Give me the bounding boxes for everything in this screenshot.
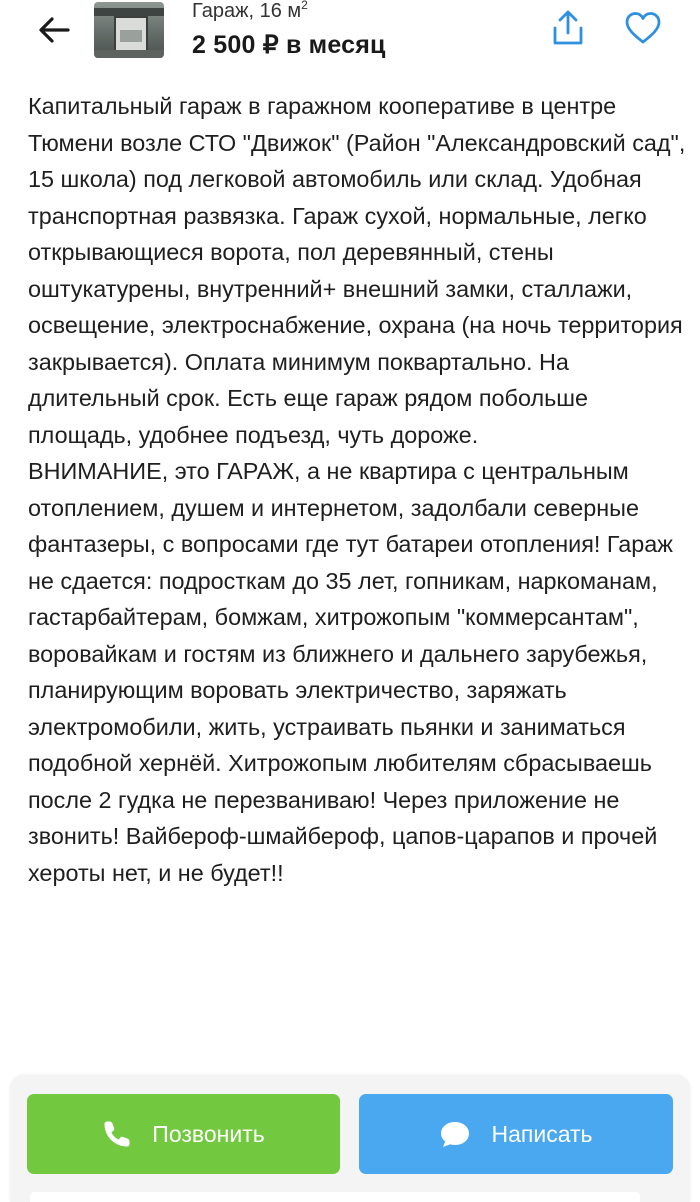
favorite-button[interactable]	[620, 6, 666, 50]
share-button[interactable]	[548, 6, 588, 50]
back-button[interactable]	[34, 10, 74, 50]
description-paragraph: ВНИМАНИЕ, это ГАРАЖ, а не квартира с центральным отоплением, душем и интернетом, задолбали северные фантазеры, с вопросами где тут батареи отопления! Гараж не сдается: подросткам до 35 лет, гопникам, наркоманам, гастарбайтерам, бомжам, хитрожопым "коммерсантам", воровайкам и гостям из ближнего и дальнего зарубежья, планирующим воровать электричество, заряжать электромобили, жить, устраивать пьянки и заниматься подобной хернёй. Хитрожопым любителям сбрасываешь после 2 гудка не перезваниваю! Через приложение не звонить! Вайбероф-шмайбероф, цапов-царапов и прочей хероты нет, и не будет!!	[28, 458, 673, 886]
listing-title: Гараж, 16 $м^2$	[192, 0, 308, 22]
chat-bubble-icon	[439, 1119, 471, 1149]
heart-icon	[624, 11, 662, 45]
arrow-left-icon	[38, 16, 70, 44]
call-button[interactable]	[27, 1094, 340, 1174]
contact-bar	[10, 1076, 690, 1202]
call-button-label: Позвонить	[152, 1120, 265, 1147]
description-paragraph: Капитальный гараж в гаражном кооперативе в центре Тюмени возле СТО "Движок" (Район "Александровский сад", 15 школа) под легковой автомобиль или склад. Удобная транспортная развязка. Гараж сухой, нормальные, легко открывающиеся ворота, пол деревянный, стены оштукатурены, внутренний+ внешний замки, сталлажи, освещение, электроснабжение, охрана (на ночь территория закрывается). Оплата минимум поквартально. На длительный срок. Есть еще гараж рядом побольше площадь, удобнее подъезд, чуть дороже.	[28, 93, 686, 448]
write-button[interactable]	[359, 1094, 673, 1174]
listing-thumbnail[interactable]	[94, 2, 164, 58]
listing-header	[0, 0, 700, 72]
listing-price: 2 500 ₽ в месяц	[192, 31, 386, 59]
phone-icon	[102, 1119, 132, 1149]
share-icon	[552, 10, 584, 46]
bottom-divider	[30, 1192, 640, 1202]
write-button-label: Написать	[491, 1120, 593, 1147]
title-superscript: 2	[301, 0, 308, 12]
listing-description	[28, 88, 688, 891]
